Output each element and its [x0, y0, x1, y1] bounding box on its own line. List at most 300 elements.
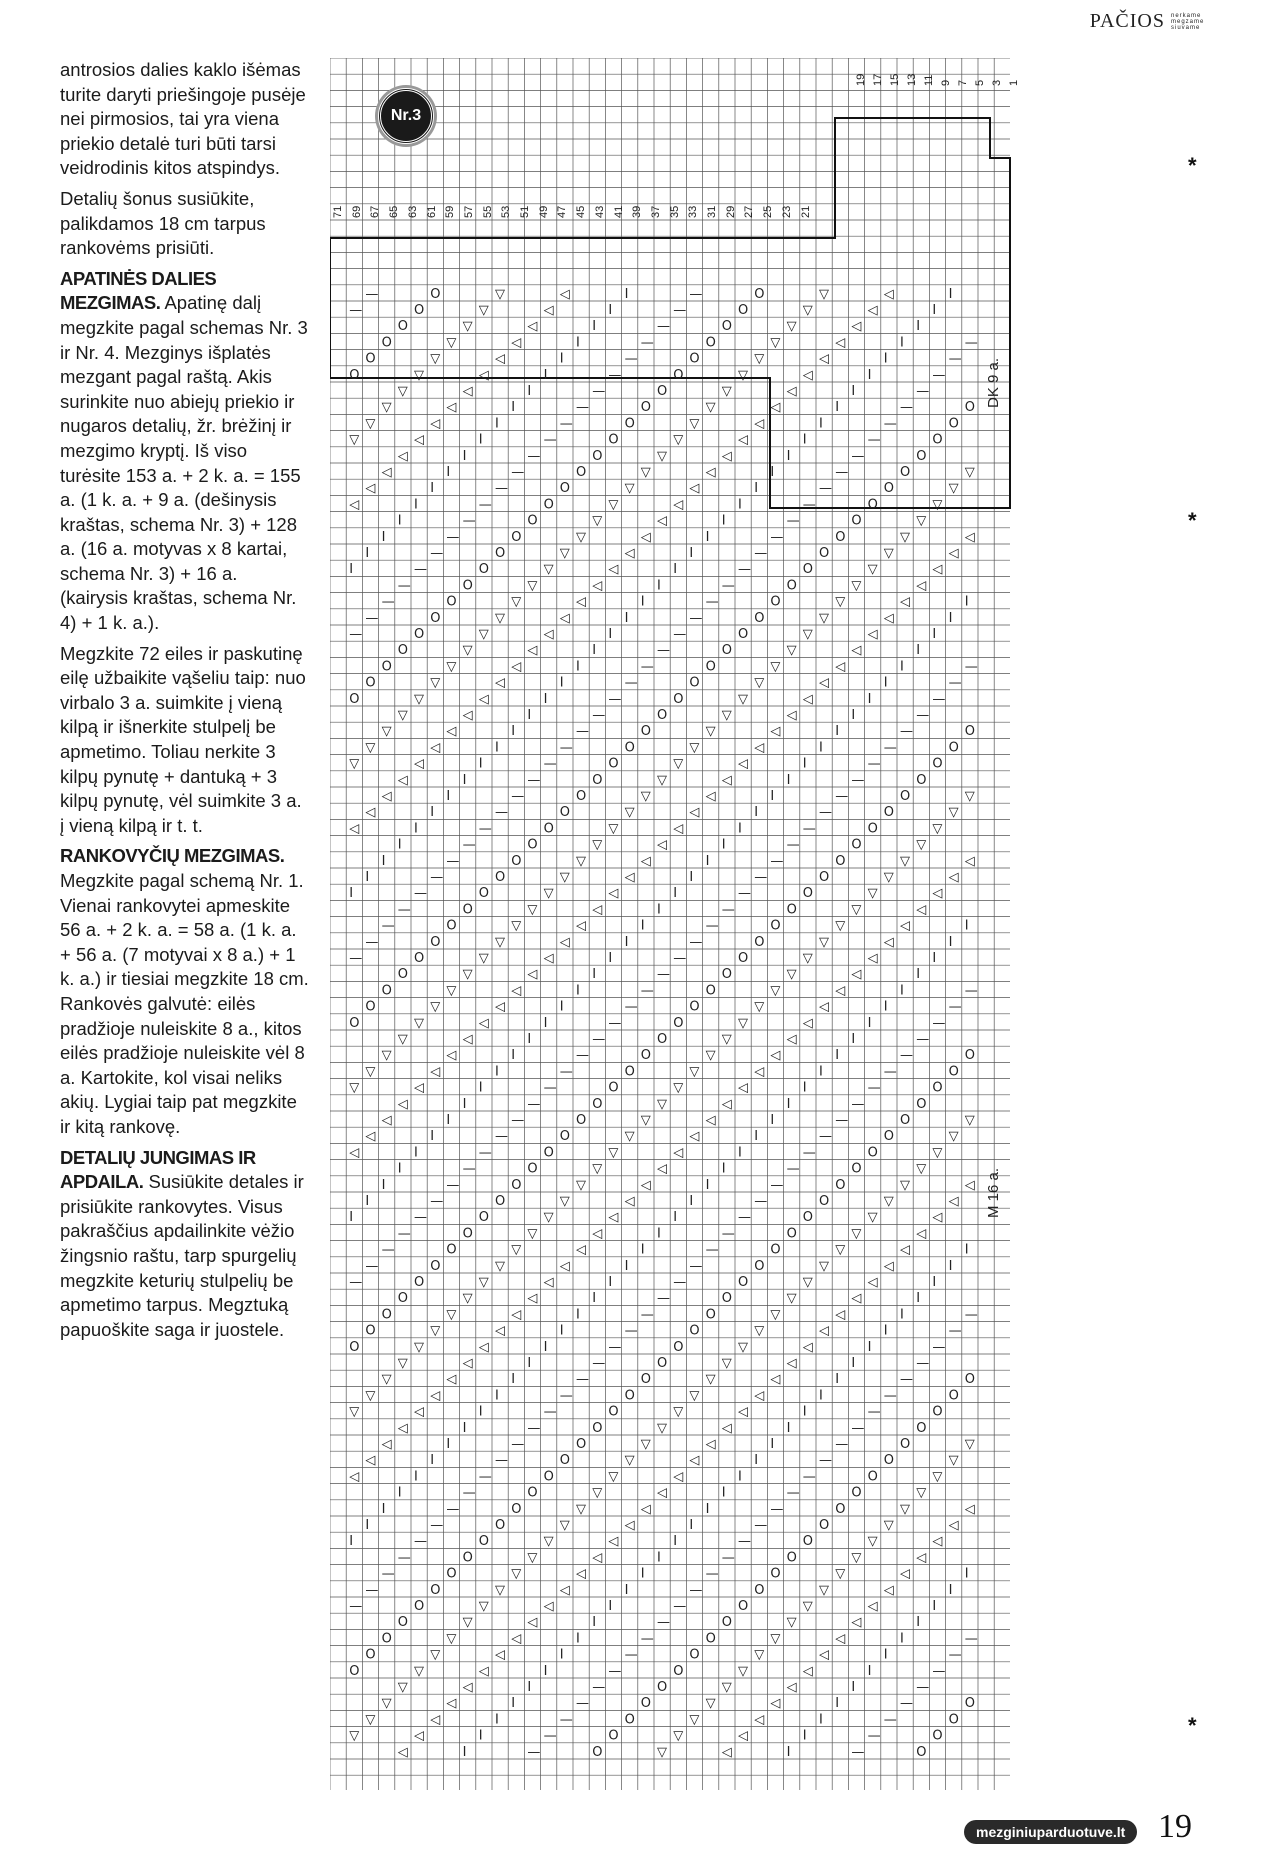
svg-text:O: O [657, 1680, 668, 1695]
svg-text:◁: ◁ [495, 999, 505, 1015]
svg-text:O: O [802, 562, 814, 578]
svg-text:◁: ◁ [738, 432, 748, 448]
svg-text:▽: ▽ [559, 1518, 570, 1533]
svg-text:I: I [948, 610, 953, 626]
svg-text:◁: ◁ [738, 1404, 748, 1420]
svg-text:O: O [592, 1744, 603, 1760]
svg-text:◁: ◁ [559, 286, 570, 302]
svg-text:◁: ◁ [770, 1048, 781, 1064]
svg-text:O: O [916, 1420, 927, 1436]
svg-text:I: I [916, 319, 921, 335]
row-number: 35 [668, 205, 681, 218]
svg-text:I: I [624, 1582, 629, 1598]
svg-text:▽: ▽ [770, 1631, 781, 1647]
svg-text:◁: ◁ [948, 546, 959, 561]
svg-text:O: O [397, 643, 409, 659]
svg-text:—: — [511, 465, 525, 480]
svg-text:I: I [867, 691, 872, 707]
svg-text:◁: ◁ [624, 546, 635, 561]
svg-text:▽: ▽ [414, 367, 424, 383]
svg-text:◁: ◁ [640, 1501, 651, 1517]
svg-text:O: O [624, 416, 635, 432]
svg-text:O: O [770, 594, 781, 610]
svg-text:—: — [640, 659, 654, 675]
row-number: 3 [991, 79, 1003, 86]
svg-text:I: I [430, 1129, 435, 1145]
svg-text:◁: ◁ [624, 1194, 635, 1209]
svg-text:▽: ▽ [511, 594, 522, 610]
svg-text:—: — [673, 1599, 687, 1614]
svg-text:O: O [624, 1064, 635, 1080]
svg-text:I: I [462, 1744, 467, 1760]
svg-text:▽: ▽ [543, 886, 554, 902]
svg-text:—: — [948, 1323, 962, 1339]
svg-text:▽: ▽ [689, 416, 700, 432]
row-number: 19 [855, 73, 867, 86]
row-number: 41 [612, 205, 625, 218]
svg-text:I: I [900, 1631, 904, 1647]
svg-text:◁: ◁ [430, 1388, 441, 1404]
svg-text:▽: ▽ [462, 1615, 473, 1631]
svg-text:—: — [430, 1194, 444, 1209]
svg-text:—: — [624, 351, 638, 367]
svg-text:I: I [397, 1161, 402, 1177]
svg-text:▽: ▽ [446, 659, 457, 675]
svg-text:—: — [349, 303, 363, 318]
svg-text:I: I [446, 1113, 451, 1128]
svg-text:▽: ▽ [754, 1323, 765, 1339]
svg-text:O: O [932, 432, 943, 448]
svg-text:▽: ▽ [786, 1291, 797, 1307]
svg-text:◁: ◁ [478, 691, 489, 707]
svg-text:O: O [705, 1307, 716, 1323]
svg-text:▽: ▽ [754, 351, 765, 367]
svg-text:▽: ▽ [948, 1129, 959, 1145]
svg-text:◁: ◁ [851, 1291, 862, 1307]
svg-text:▽: ▽ [446, 1307, 457, 1323]
svg-text:I: I [592, 319, 597, 335]
svg-text:I: I [543, 1339, 548, 1355]
svg-text:I: I [738, 497, 742, 513]
svg-text:▽: ▽ [802, 1275, 813, 1290]
svg-text:▽: ▽ [495, 934, 505, 950]
row-number: 71 [332, 205, 344, 218]
svg-text:▽: ▽ [738, 691, 748, 707]
svg-text:O: O [446, 1566, 457, 1582]
svg-text:I: I [754, 805, 759, 821]
svg-text:O: O [657, 384, 668, 399]
svg-text:◁: ◁ [478, 1663, 489, 1679]
svg-text:▽: ▽ [624, 1129, 635, 1145]
svg-text:O: O [851, 1485, 862, 1501]
svg-text:I: I [365, 546, 370, 561]
svg-text:O: O [948, 1064, 959, 1080]
svg-text:I: I [365, 870, 370, 885]
svg-text:▽: ▽ [576, 529, 586, 545]
svg-text:▽: ▽ [948, 1453, 959, 1469]
svg-text:◁: ◁ [430, 1712, 441, 1728]
svg-text:I: I [511, 1696, 516, 1712]
svg-text:I: I [770, 789, 775, 804]
svg-text:◁: ◁ [446, 1696, 457, 1712]
svg-text:I: I [754, 1453, 759, 1469]
svg-text:O: O [657, 1356, 668, 1371]
svg-text:O: O [397, 319, 409, 335]
svg-text:I: I [543, 1663, 548, 1679]
svg-text:▽: ▽ [446, 983, 457, 999]
svg-text:O: O [608, 432, 619, 448]
section [60, 267, 310, 636]
svg-text:◁: ◁ [430, 740, 441, 756]
svg-text:I: I [964, 594, 969, 610]
svg-text:I: I [559, 999, 564, 1015]
svg-text:▽: ▽ [786, 643, 797, 659]
svg-text:I: I [640, 918, 645, 934]
svg-text:◁: ◁ [446, 400, 457, 416]
svg-text:I: I [883, 351, 888, 367]
svg-text:▽: ▽ [414, 1339, 424, 1355]
svg-text:O: O [365, 351, 376, 367]
svg-text:▽: ▽ [640, 1437, 651, 1452]
svg-text:O: O [414, 1275, 425, 1290]
svg-text:—: — [819, 1453, 832, 1469]
svg-text:I: I [721, 837, 726, 853]
svg-text:▽: ▽ [900, 1501, 910, 1517]
svg-text:I: I [495, 1064, 499, 1080]
svg-text:O: O [430, 1582, 441, 1598]
svg-text:▽: ▽ [478, 627, 489, 642]
svg-text:—: — [592, 1032, 606, 1047]
svg-text:—: — [527, 772, 541, 788]
svg-text:▽: ▽ [543, 1210, 554, 1226]
svg-text:I: I [770, 1437, 775, 1452]
svg-text:◁: ◁ [462, 1032, 473, 1047]
svg-text:I: I [916, 967, 921, 983]
svg-text:I: I [867, 1339, 872, 1355]
svg-text:▽: ▽ [819, 934, 829, 950]
svg-text:I: I [624, 934, 629, 950]
svg-text:—: — [414, 1210, 427, 1226]
svg-text:I: I [786, 1420, 791, 1436]
svg-text:I: I [900, 1307, 904, 1323]
svg-text:I: I [365, 1518, 370, 1533]
svg-text:—: — [462, 1161, 476, 1177]
svg-text:I: I [430, 481, 435, 497]
svg-text:▽: ▽ [770, 335, 781, 351]
svg-text:▽: ▽ [738, 1339, 748, 1355]
svg-text:—: — [624, 1323, 638, 1339]
row-number: 1 [1008, 79, 1020, 86]
svg-text:I: I [397, 837, 402, 853]
svg-text:—: — [478, 1469, 492, 1485]
svg-text:O: O [414, 627, 425, 642]
svg-text:◁: ◁ [819, 675, 829, 691]
svg-text:—: — [867, 756, 881, 772]
row-number: 45 [575, 205, 588, 218]
svg-text:▽: ▽ [478, 951, 489, 966]
section-heading: APATINĖS DALIES MEZGIMAS. [60, 267, 217, 314]
page-number: 19 [1158, 1808, 1192, 1845]
svg-text:O: O [705, 659, 716, 675]
svg-text:▽: ▽ [964, 1113, 975, 1128]
svg-text:O: O [559, 1129, 571, 1145]
svg-text:—: — [819, 1129, 832, 1145]
svg-text:I: I [608, 1275, 613, 1290]
svg-text:◁: ◁ [689, 1453, 700, 1469]
svg-text:▽: ▽ [397, 384, 408, 399]
svg-text:◁: ◁ [916, 578, 927, 594]
svg-text:—: — [932, 1663, 946, 1679]
svg-text:◁: ◁ [430, 1064, 441, 1080]
svg-text:◁: ◁ [462, 708, 473, 723]
svg-text:O: O [446, 594, 457, 610]
svg-text:▽: ▽ [365, 1064, 376, 1080]
svg-text:—: — [657, 1615, 670, 1631]
svg-text:O: O [754, 934, 765, 950]
svg-text:—: — [559, 1388, 573, 1404]
svg-text:▽: ▽ [721, 1356, 732, 1371]
svg-text:▽: ▽ [414, 691, 424, 707]
svg-text:—: — [867, 1404, 881, 1420]
svg-text:◁: ◁ [689, 481, 700, 497]
paragraph: Detalių šonus susiūkite, palikdamos 18 cm tarpus rankovėms prisiūti. [60, 187, 266, 259]
svg-text:▽: ▽ [397, 1032, 408, 1047]
svg-text:O: O [948, 1712, 959, 1728]
svg-text:◁: ◁ [867, 1599, 878, 1614]
svg-text:—: — [365, 934, 379, 950]
svg-text:▽: ▽ [559, 870, 570, 885]
svg-text:◁: ◁ [365, 1453, 376, 1469]
svg-text:I: I [689, 870, 694, 885]
svg-text:◁: ◁ [689, 805, 700, 821]
svg-text:I: I [608, 1599, 613, 1614]
svg-text:—: — [754, 870, 768, 885]
svg-text:◁: ◁ [705, 1437, 716, 1452]
svg-text:▽: ▽ [900, 529, 910, 545]
svg-text:O: O [738, 1275, 749, 1290]
svg-text:—: — [705, 918, 719, 934]
svg-text:▽: ▽ [867, 562, 878, 578]
svg-text:I: I [381, 529, 386, 545]
chart-grid [330, 58, 1210, 1790]
svg-text:◁: ◁ [867, 303, 878, 318]
svg-text:◁: ◁ [786, 384, 797, 399]
svg-text:◁: ◁ [738, 756, 748, 772]
svg-text:▽: ▽ [851, 902, 862, 918]
svg-text:I: I [381, 853, 386, 869]
svg-text:▽: ▽ [851, 1550, 862, 1566]
svg-text:I: I [900, 335, 904, 351]
svg-text:O: O [964, 1696, 976, 1712]
row-number: 21 [799, 205, 812, 218]
svg-text:I: I [819, 416, 823, 432]
row-number: 69 [350, 205, 363, 218]
svg-text:—: — [721, 578, 735, 594]
svg-text:▽: ▽ [754, 999, 765, 1015]
svg-text:◁: ◁ [592, 578, 603, 594]
paragraph: antrosios dalies kaklo išėmas turite daryti priešingoje pusėje nei pirmosios, tai yra viena priekio detalė turi būti tarsi veidrodinis kitos atspindys. [60, 59, 306, 179]
svg-text:O: O [495, 546, 506, 561]
star-mark: * [1188, 508, 1197, 533]
svg-text:I: I [802, 1080, 807, 1096]
svg-text:◁: ◁ [916, 1550, 927, 1566]
svg-text:I: I [462, 772, 467, 788]
row-number: 53 [500, 205, 513, 218]
svg-text:I: I [527, 1032, 532, 1047]
svg-text:I: I [802, 1404, 807, 1420]
svg-text:◁: ◁ [397, 448, 408, 464]
svg-text:▽: ▽ [511, 1566, 522, 1582]
svg-text:◁: ◁ [786, 708, 797, 723]
svg-text:O: O [527, 1485, 538, 1501]
knitting-chart [330, 58, 1210, 1790]
svg-text:O: O [948, 1388, 959, 1404]
svg-text:I: I [835, 1048, 840, 1064]
svg-text:—: — [462, 837, 476, 853]
svg-text:◁: ◁ [738, 1728, 748, 1744]
svg-text:—: — [916, 1356, 930, 1371]
svg-text:—: — [819, 481, 832, 497]
svg-text:▽: ▽ [349, 1728, 360, 1744]
row-number: 59 [444, 205, 457, 218]
svg-text:▽: ▽ [657, 448, 667, 464]
svg-text:I: I [900, 983, 904, 999]
svg-text:◁: ◁ [543, 951, 554, 966]
svg-text:◁: ◁ [511, 1631, 522, 1647]
svg-text:—: — [883, 740, 897, 756]
svg-text:I: I [851, 1680, 856, 1695]
svg-text:◁: ◁ [835, 335, 846, 351]
svg-text:—: — [738, 562, 751, 578]
svg-text:O: O [705, 983, 716, 999]
svg-text:O: O [786, 1226, 797, 1242]
svg-text:—: — [608, 1663, 622, 1679]
svg-text:—: — [835, 789, 849, 804]
svg-text:—: — [446, 1501, 460, 1517]
svg-text:▽: ▽ [835, 1242, 846, 1258]
svg-text:▽: ▽ [559, 1194, 570, 1209]
svg-text:—: — [511, 1437, 525, 1452]
svg-text:▽: ▽ [381, 724, 392, 740]
svg-text:—: — [349, 1275, 363, 1290]
svg-text:—: — [835, 1113, 849, 1128]
svg-text:O: O [964, 1048, 976, 1064]
svg-text:—: — [430, 546, 444, 561]
svg-text:▽: ▽ [851, 578, 862, 594]
svg-text:O: O [932, 1404, 943, 1420]
svg-text:◁: ◁ [527, 967, 538, 983]
svg-text:O: O [349, 367, 360, 383]
svg-text:O: O [462, 1226, 473, 1242]
svg-text:◁: ◁ [867, 1275, 878, 1290]
svg-text:O: O [657, 708, 668, 723]
svg-text:◁: ◁ [721, 1096, 732, 1112]
brand-logo: PAČIOS nerkame megzame siuvame [1090, 10, 1211, 33]
svg-text:—: — [462, 513, 476, 529]
svg-text:▽: ▽ [640, 465, 651, 480]
svg-text:▽: ▽ [705, 1048, 716, 1064]
svg-text:—: — [754, 546, 768, 561]
svg-text:O: O [932, 756, 943, 772]
svg-text:I: I [657, 578, 661, 594]
svg-text:O: O [381, 1631, 392, 1647]
svg-text:—: — [932, 367, 946, 383]
svg-text:▽: ▽ [867, 886, 878, 902]
svg-text:◁: ◁ [478, 367, 489, 383]
svg-text:O: O [851, 1161, 862, 1177]
svg-text:—: — [851, 1096, 865, 1112]
svg-text:I: I [802, 1728, 807, 1744]
svg-text:◁: ◁ [932, 1534, 943, 1550]
row-number: 51 [519, 205, 531, 218]
svg-text:▽: ▽ [705, 1372, 716, 1388]
svg-text:O: O [430, 1258, 441, 1274]
svg-text:▽: ▽ [786, 1615, 797, 1631]
row-number: 57 [462, 205, 475, 218]
svg-text:◁: ◁ [414, 432, 424, 448]
svg-text:I: I [495, 740, 499, 756]
svg-text:◁: ◁ [365, 1129, 376, 1145]
svg-text:▽: ▽ [802, 303, 813, 318]
svg-text:◁: ◁ [624, 1518, 635, 1533]
svg-text:—: — [964, 1307, 978, 1323]
svg-text:▽: ▽ [527, 1226, 538, 1242]
svg-text:—: — [770, 1177, 784, 1193]
svg-text:O: O [835, 1177, 846, 1193]
svg-text:I: I [948, 1258, 953, 1274]
svg-text:O: O [689, 999, 700, 1015]
article-column [60, 58, 310, 1348]
svg-text:I: I [446, 789, 451, 804]
svg-text:—: — [397, 902, 411, 918]
svg-text:O: O [835, 529, 846, 545]
svg-text:O: O [770, 1242, 781, 1258]
svg-text:◁: ◁ [964, 529, 975, 545]
svg-text:I: I [835, 1696, 840, 1712]
svg-text:◁: ◁ [462, 1680, 473, 1695]
svg-text:O: O [640, 1696, 652, 1712]
svg-text:I: I [883, 1323, 888, 1339]
svg-text:◁: ◁ [721, 1420, 732, 1436]
svg-text:◁: ◁ [365, 481, 376, 497]
svg-text:I: I [721, 1161, 726, 1177]
row-number: 25 [762, 205, 775, 218]
svg-text:I: I [511, 724, 516, 740]
svg-text:—: — [365, 610, 379, 626]
svg-text:—: — [932, 691, 946, 707]
svg-text:—: — [349, 951, 363, 966]
svg-text:▽: ▽ [462, 319, 473, 335]
row-number: 65 [388, 205, 401, 218]
svg-text:O: O [624, 740, 635, 756]
svg-text:I: I [624, 610, 629, 626]
svg-text:—: — [770, 529, 784, 545]
svg-text:◁: ◁ [770, 724, 781, 740]
svg-text:I: I [835, 1372, 840, 1388]
svg-text:I: I [916, 643, 921, 659]
row-number: 37 [649, 205, 662, 218]
svg-text:—: — [349, 627, 363, 642]
svg-text:I: I [576, 1631, 580, 1647]
svg-text:▽: ▽ [608, 497, 619, 513]
svg-text:O: O [397, 1615, 409, 1631]
svg-text:I: I [932, 951, 937, 966]
svg-text:I: I [462, 1096, 467, 1112]
svg-text:▽: ▽ [430, 1323, 441, 1339]
svg-text:▽: ▽ [754, 1647, 765, 1663]
svg-text:O: O [478, 562, 490, 578]
svg-text:I: I [446, 465, 451, 480]
